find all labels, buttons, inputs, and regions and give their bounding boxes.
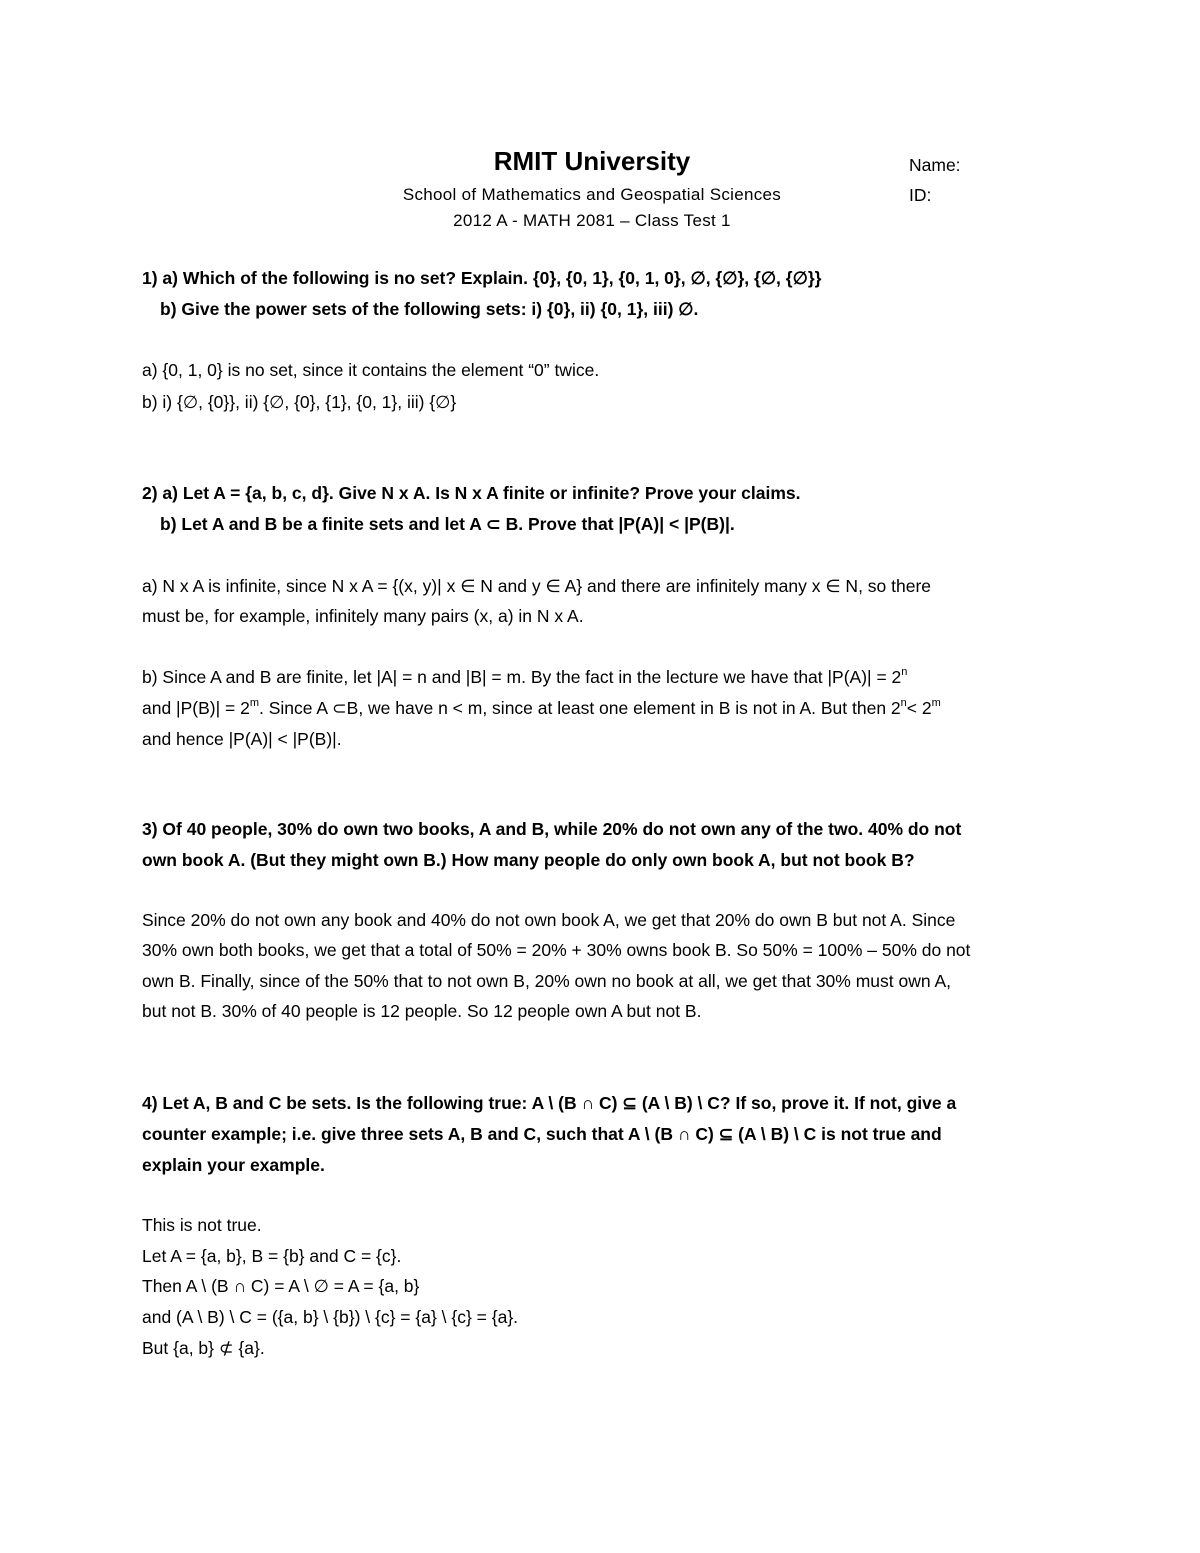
university-title: RMIT University xyxy=(493,146,691,176)
q3-question-line1: 3) Of 40 people, 30% do own two books, A and B, while 20% do not own any of the two. 40% do not xyxy=(142,819,962,839)
name-label: Name: xyxy=(909,155,961,175)
exponent: m xyxy=(931,697,941,710)
q2-answer-a-line1: a) N x A is infinite, since N x A = {(x, y)| x ∈ N and y ∈ A} and there are infinitely many x ∈ N, so there xyxy=(142,576,932,596)
test-title: 2012 A - MATH 2081 – Class Test 1 xyxy=(453,211,731,230)
q4-answer-line3: Then A \ (B ∩ C) = A \ ∅ = A = {a, b} xyxy=(142,1276,420,1296)
q3-answer-line3: own B. Finally, since of the 50% that to not own B, 20% own no book at all, we get that 30% must own A, xyxy=(142,971,952,991)
q3-question-line2: own book A. (But they might own B.) How many people do only own book A, but not book B? xyxy=(142,850,915,870)
q4-question-line3: explain your example. xyxy=(142,1155,325,1175)
q2-answer-b-text1: b) Since A and B are finite, let |A| = n and |B| = m. By the fact in the lecture we have that |P(A)| = 2 xyxy=(142,667,902,687)
exponent: n xyxy=(900,697,907,710)
q1-answer-b: b) i) {∅, {0}}, ii) {∅, {0}, {1}, {0, 1}, iii) {∅} xyxy=(142,392,457,412)
q2-answer-b-line1 xyxy=(142,666,907,688)
q3-answer-line1: Since 20% do not own any book and 40% do not own book A, we get that 20% do own B but not A. Since xyxy=(142,910,956,930)
q4-answer-line5: But {a, b} ⊄ {a}. xyxy=(142,1338,265,1358)
q4-question-line1: 4) Let A, B and C be sets. Is the following true: A \ (B ∩ C) ⊆ (A \ B) \ C? If so, prove it. If not, give a xyxy=(142,1093,957,1113)
q2-answer-b-line2 xyxy=(142,697,941,719)
exponent: n xyxy=(901,666,908,679)
q2-question-b: b) Let A and B be a finite sets and let A ⊂ B. Prove that |P(A)| < |P(B)|. xyxy=(160,514,735,534)
q3-answer-line2: 30% own both books, we get that a total of 50% = 20% + 30% owns book B. So 50% = 100% – 50% do not xyxy=(142,940,971,960)
q4-question-line2: counter example; i.e. give three sets A, B and C, such that A \ (B ∩ C) ⊆ (A \ B) \ C is not true and xyxy=(142,1124,942,1144)
q3-answer-line4: but not B. 30% of 40 people is 12 people. So 12 people own A but not B. xyxy=(142,1001,702,1021)
q2-question-a: 2) a) Let A = {a, b, c, d}. Give N x A. Is N x A finite or infinite? Prove your claims. xyxy=(142,483,801,503)
exponent: m xyxy=(249,697,260,710)
q2-answer-b-text2a: and |P(B)| = 2 xyxy=(142,698,250,718)
q2-answer-b-text2b: . Since A ⊂B, we have n < m, since at least one element in B is not in A. But then 2 xyxy=(259,698,901,718)
q4-answer-line4: and (A \ B) \ C = ({a, b} \ {b}) \ {c} = {a} \ {c} = {a}. xyxy=(142,1307,519,1327)
q2-answer-a-line2: must be, for example, infinitely many pairs (x, a) in N x A. xyxy=(142,606,584,626)
q4-answer-line1: This is not true. xyxy=(142,1215,262,1235)
q2-answer-b-line3: and hence |P(A)| < |P(B)|. xyxy=(142,729,342,749)
q2-answer-b-text2c: < 2 xyxy=(906,698,932,718)
q1-question-b: b) Give the power sets of the following sets: i) {0}, ii) {0, 1}, iii) ∅. xyxy=(160,299,699,319)
id-label: ID: xyxy=(909,185,932,205)
q1-answer-a: a) {0, 1, 0} is no set, since it contains the element “0” twice. xyxy=(142,360,600,380)
q4-answer-line2: Let A = {a, b}, B = {b} and C = {c}. xyxy=(142,1246,402,1266)
q1-question-a: 1) a) Which of the following is no set? Explain. {0}, {0, 1}, {0, 1, 0}, ∅, {∅}, {∅, {∅}} xyxy=(142,268,822,288)
school-name: School of Mathematics and Geospatial Sciences xyxy=(402,185,782,204)
